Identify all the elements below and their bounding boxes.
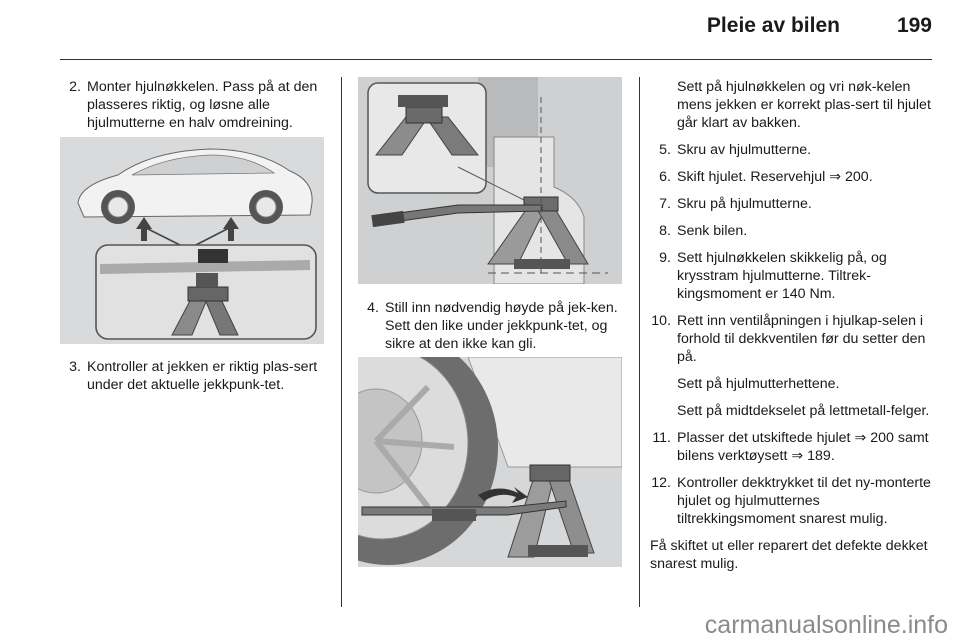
watermark: carmanualsonline.info: [704, 611, 948, 639]
column-divider-right: [639, 77, 640, 607]
list-item: 2. Monter hjulnøkkelen. Pass på at den plasseres riktig, og løsne alle hjulmutterne en halv omdreining.: [69, 79, 318, 131]
list-item: 9. Sett hjulnøkkelen skikkelig på, og krysstram hjulmutterne. Tiltrek-kingsmoment er 140 Nm.: [659, 250, 887, 302]
column-3-text: [650, 78, 936, 582]
list-item: 6. Skift hjulet. Reservehjul ⇒ 200.: [659, 169, 873, 185]
paragraph: Sett på midtdekselet på lettmetall-felger.: [677, 403, 930, 419]
list-item: 10. Rett inn ventilåpningen i hjulkap-selen i forhold til dekkventilen før du setter den på.: [651, 313, 926, 365]
paragraph: Få skiftet ut eller reparert det defekte dekket snarest mulig.: [650, 538, 928, 572]
list-item: 8. Senk bilen.: [659, 223, 748, 239]
section-title: Pleie av bilen: [706, 14, 840, 37]
figure-car-jack-points: [60, 137, 324, 344]
wheel-jack-illustration: [358, 357, 622, 567]
list-item: 12. Kontroller dekktrykket til det ny-monterte hjulet og hjulmutternes tiltrekkingsmoment snarest mulig.: [651, 475, 931, 527]
list-item: 3. Kontroller at jekken er riktig plas-sert under det aktuelle jekkpunk-tet.: [69, 359, 318, 393]
list-item: 5. Skru av hjulmutterne.: [659, 142, 812, 158]
paragraph: Sett på hjulnøkkelen og vri nøk-kelen mens jekken er korrekt plas-sert til hjulet går klart av bakken.: [677, 79, 931, 131]
figure-jack-position: [358, 77, 622, 284]
page-number: 199: [896, 14, 932, 37]
column-1-top: [60, 78, 330, 141]
paragraph: Sett på hjulmutterhettene.: [677, 376, 840, 392]
column-2-text: [358, 299, 626, 362]
figure-wheel-and-jack: [358, 357, 622, 567]
header-divider: [60, 59, 932, 60]
car-jacking-illustration: [60, 137, 324, 344]
jack-position-illustration: [358, 77, 622, 284]
column-1-bottom: [60, 358, 330, 403]
list-item: 11. Plasser det utskiftede hjulet ⇒ 200 samt bilens verktøysett ⇒ 189.: [652, 430, 929, 464]
list-item: 7. Skru på hjulmutterne.: [659, 196, 812, 212]
column-divider-left: [341, 77, 342, 607]
list-item: 4. Still inn nødvendig høyde på jek-ken. Sett den like under jekkpunk-tet, og sikre at den ikke kan gli.: [367, 300, 618, 352]
